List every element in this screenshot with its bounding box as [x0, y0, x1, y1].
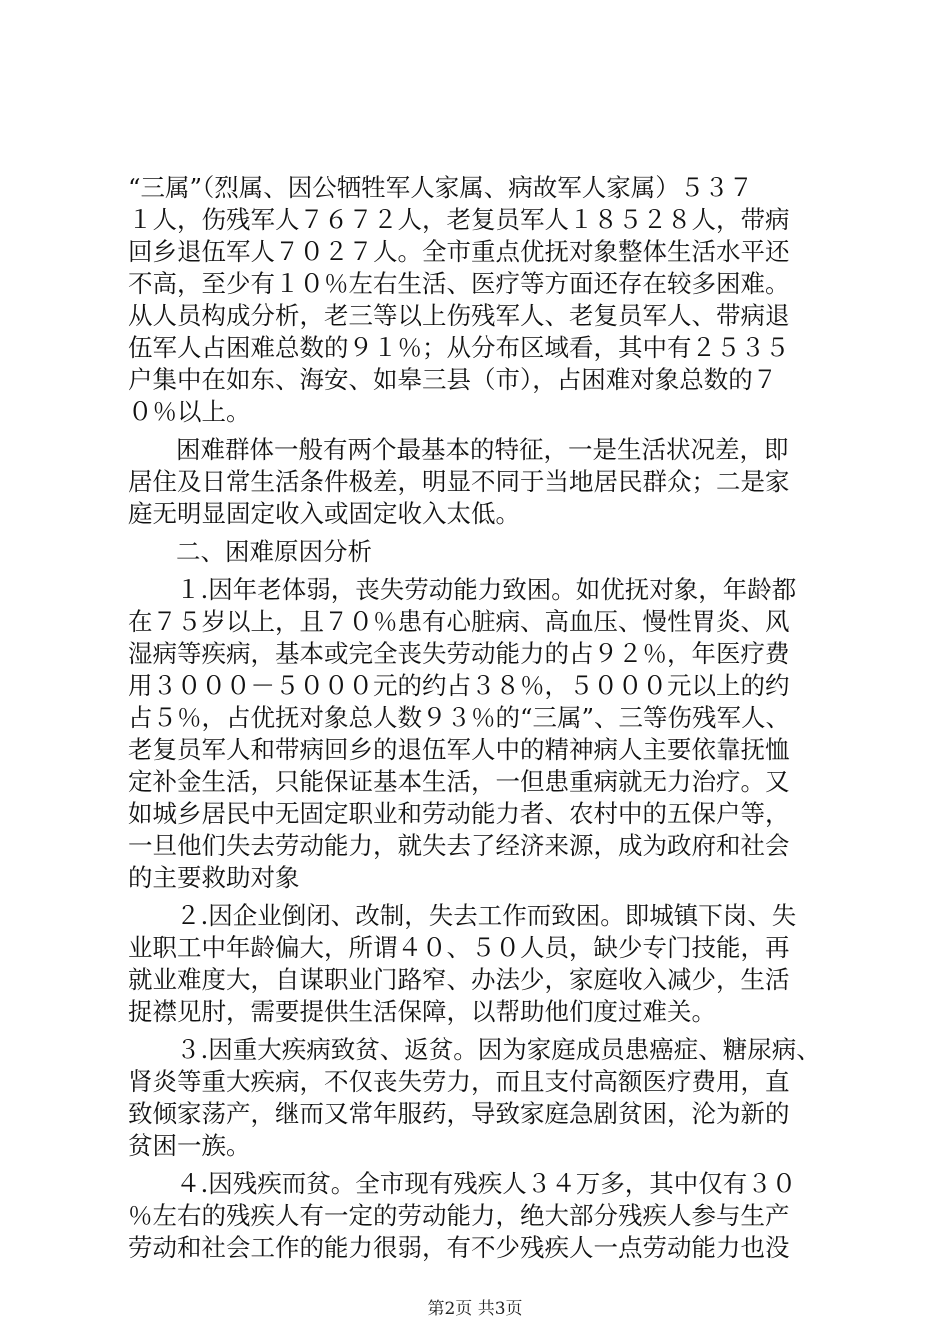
- text-line: ３.因重大疾病致贫、返贫。因为家庭成员患癌症、糖尿病、: [176, 1035, 821, 1064]
- paragraph: [128, 1168, 848, 1264]
- paragraph: [128, 900, 848, 1028]
- text-line: 在７５岁以上，且７０％患有心脏病、高血压、慢性胃炎、风: [128, 607, 790, 636]
- text-line: 老复员军人和带病回乡的退伍军人中的精神病人主要依靠抚恤: [128, 735, 790, 764]
- paragraph: [128, 574, 848, 894]
- text-line: 劳动和社会工作的能力很弱，有不少残疾人一点劳动能力也没: [128, 1233, 790, 1262]
- text-line: 用３０００－５０００元的约占３８％，５０００元以上的约: [128, 671, 790, 700]
- text-line: “三属”（烈属、因公牺牲军人家属、病故军人家属）５３７: [128, 173, 754, 202]
- text-line: 一旦他们失去劳动能力，就失去了经济来源，成为政府和社会: [128, 831, 790, 860]
- text-line: 庭无明显固定收入或固定收入太低。: [128, 499, 520, 528]
- paragraph: [128, 172, 848, 428]
- text-line: 业职工中年龄偏大，所谓４０、５０人员，缺少专门技能，再: [128, 933, 790, 962]
- text-line: 的主要救助对象: [128, 863, 300, 892]
- text-line: 回乡退伍军人７０２７人。全市重点优抚对象整体生活水平还: [128, 237, 790, 266]
- text-line: 致倾家荡产，继而又常年服药，导致家庭急剧贫困，沦为新的: [128, 1099, 790, 1128]
- text-line: ２.因企业倒闭、改制，失去工作而致困。即城镇下岗、失: [176, 901, 797, 930]
- page-footer: 第2页 共3页: [427, 1299, 523, 1319]
- text-line: ％左右的残疾人有一定的劳动能力，绝大部分残疾人参与生产: [128, 1201, 790, 1230]
- text-line: 二、困难原因分析: [176, 537, 372, 566]
- text-line: 如城乡居民中无固定职业和劳动能力者、农村中的五保户等，: [128, 799, 790, 828]
- text-line: １.因年老体弱，丧失劳动能力致困。如优抚对象，年龄都: [176, 575, 797, 604]
- text-line: 肾炎等重大疾病，不仅丧失劳力，而且支付高额医疗费用，直: [128, 1067, 790, 1096]
- text-line: 占５％，占优抚对象总人数９３％的“三属”、三等伤残军人、: [128, 703, 791, 732]
- text-line: 不高，至少有１０％左右生活、医疗等方面还存在较多困难。: [128, 269, 790, 298]
- text-line: １人，伤残军人７６７２人，老复员军人１８５２８人，带病: [128, 205, 790, 234]
- text-line: 就业难度大，自谋职业门路窄、办法少，家庭收入减少，生活: [128, 965, 790, 994]
- paragraph: [128, 434, 848, 530]
- text-line: 从人员构成分析，老三等以上伤残军人、老复员军人、带病退: [128, 301, 790, 330]
- text-line: 伍军人占困难总数的９１％；从分布区域看，其中有２５３５: [128, 333, 790, 362]
- text-line: ０％以上。: [128, 397, 251, 426]
- paragraph: [128, 1034, 848, 1162]
- text-line: 困难群体一般有两个最基本的特征，一是生活状况差，即: [176, 435, 789, 464]
- text-line: ４.因残疾而贫。全市现有残疾人３４万多，其中仅有３０: [176, 1169, 797, 1198]
- text-line: 定补金生活，只能保证基本生活，一但患重病就无力治疗。又: [128, 767, 790, 796]
- text-line: 户集中在如东、海安、如皋三县（市），占困难对象总数的７: [128, 365, 778, 394]
- text-line: 捉襟见肘，需要提供生活保障，以帮助他们度过难关。: [128, 997, 716, 1026]
- text-line: 贫困一族。: [128, 1131, 251, 1160]
- document-body: [128, 172, 848, 1270]
- text-line: 湿病等疾病，基本或完全丧失劳动能力的占９２％，年医疗费: [128, 639, 790, 668]
- paragraph: [128, 536, 848, 568]
- text-line: 居住及日常生活条件极差，明显不同于当地居民群众；二是家: [128, 467, 790, 496]
